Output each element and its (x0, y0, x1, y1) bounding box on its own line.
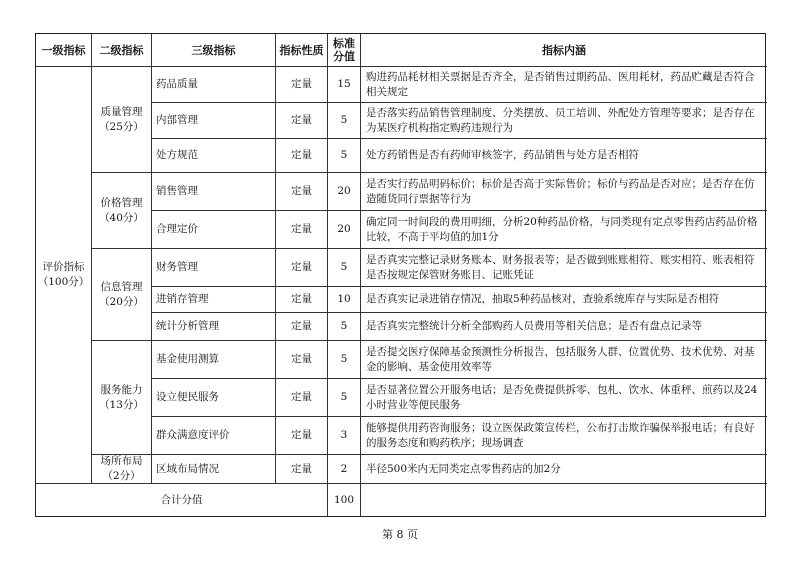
total-value: 100 (328, 484, 361, 516)
group-info (92, 249, 152, 341)
row-nature: 定量 (276, 67, 328, 103)
row-score: 3 (328, 417, 361, 455)
row-content: 处方药销售是否有药师审核签字，药品销售与处方是否相符 (361, 139, 767, 173)
level1-cell (36, 67, 92, 484)
level1-score: （100分） (37, 276, 90, 288)
row-content: 是否落实药品销售管理制度、分类摆放、员工培训、外配处方管理等要求；是否存在为某医疗机构指定购药违规行为 (361, 103, 767, 139)
row-content: 是否显著位置公开服务电话；是否免费提供拆零、包札、饮水、体重秤、煎药以及24小时营业等便民服务 (361, 379, 767, 417)
page-number: 第 8 页 (382, 528, 418, 541)
row-indicator: 合理定价 (152, 211, 276, 249)
group-score: （25分） (99, 120, 144, 133)
row-nature: 定量 (276, 313, 328, 341)
row-indicator: 区域布局情况 (152, 455, 276, 484)
row-indicator: 基金使用测算 (152, 341, 276, 379)
header-score-line1: 标准 (333, 37, 355, 50)
row-score: 2 (328, 455, 361, 484)
group-score: （2分） (102, 470, 141, 482)
row-nature: 定量 (276, 139, 328, 173)
group-service (92, 341, 152, 455)
group-name: 价格管理 (100, 196, 143, 209)
total-empty-cell (361, 484, 767, 516)
header-nature: 指标性质 (276, 34, 328, 67)
group-name: 场所布局 (100, 455, 143, 467)
row-score: 20 (328, 211, 361, 249)
row-nature: 定量 (276, 211, 328, 249)
row-content: 是否真实完整统计分析全部购药人员费用等相关信息；是否有盘点记录等 (361, 313, 767, 341)
row-nature: 定量 (276, 249, 328, 287)
group-score: （40分） (99, 211, 144, 224)
row-score: 10 (328, 287, 361, 313)
row-indicator: 处方规范 (152, 139, 276, 173)
row-content: 是否真实记录进销存情况，抽取5种药品核对，查验系统库存与实际是否相符 (361, 287, 767, 313)
row-content: 确定同一时间段的费用明细，分析20种药品价格，与同类现有定点零售药店药品价格比较，不高于平均值的加1分 (361, 211, 767, 249)
row-score: 20 (328, 173, 361, 211)
group-name: 质量管理 (100, 105, 143, 118)
group-quality (92, 67, 152, 173)
row-content: 是否提交医疗保障基金预测性分析报告，包括服务人群、位置优势、技术优势、对基金的影响、基金使用效率等 (361, 341, 767, 379)
group-price (92, 173, 152, 249)
group-name: 信息管理 (100, 280, 143, 293)
row-score: 5 (328, 379, 361, 417)
row-score: 5 (328, 103, 361, 139)
group-score: （20分） (99, 295, 144, 308)
row-content: 半径500米内无同类定点零售药店的加2分 (361, 455, 767, 484)
row-nature: 定量 (276, 379, 328, 417)
row-score: 5 (328, 313, 361, 341)
row-indicator: 进销存管理 (152, 287, 276, 313)
header-level1: 一级指标 (36, 34, 92, 67)
row-nature: 定量 (276, 341, 328, 379)
row-indicator: 销售管理 (152, 173, 276, 211)
row-content: 购进药品耗材相关票据是否齐全，是否销售过期药品、医用耗材，药品贮藏是否符合相关规定 (361, 67, 767, 103)
row-content: 是否实行药品明码标价；标价是否高于实际售价；标价与药品是否对应；是否存在仿造随货同行票据等行为 (361, 173, 767, 211)
row-nature: 定量 (276, 455, 328, 484)
row-indicator: 财务管理 (152, 249, 276, 287)
row-nature: 定量 (276, 103, 328, 139)
row-nature: 定量 (276, 287, 328, 313)
row-score: 5 (328, 139, 361, 173)
row-indicator: 群众满意度评价 (152, 417, 276, 455)
group-score: （13分） (99, 398, 144, 411)
row-indicator: 内部管理 (152, 103, 276, 139)
row-indicator: 设立便民服务 (152, 379, 276, 417)
row-score: 5 (328, 341, 361, 379)
total-label: 合计分值 (36, 484, 328, 516)
row-score: 5 (328, 249, 361, 287)
row-nature: 定量 (276, 417, 328, 455)
header-content: 指标内涵 (361, 34, 767, 67)
header-level2: 二级指标 (92, 34, 152, 67)
header-score-line2: 分值 (333, 50, 355, 63)
header-level3: 三级指标 (152, 34, 276, 67)
row-indicator: 统计分析管理 (152, 313, 276, 341)
row-score: 15 (328, 67, 361, 103)
group-name: 服务能力 (100, 383, 143, 396)
row-nature: 定量 (276, 173, 328, 211)
group-location (92, 455, 152, 484)
evaluation-table (35, 33, 766, 517)
header-score (328, 34, 361, 67)
row-content: 是否真实完整记录财务账本、财务报表等；是否做到账账相符、账实相符、账表相符是否按规定保管财务账目、记账凭证 (361, 249, 767, 287)
level1-label: 评价指标 (42, 261, 85, 273)
row-content: 能够提供用药咨询服务；设立医保政策宣传栏，公布打击欺诈骗保举报电话；有良好的服务态度和购药秩序；现场调查 (361, 417, 767, 455)
row-indicator: 药品质量 (152, 67, 276, 103)
